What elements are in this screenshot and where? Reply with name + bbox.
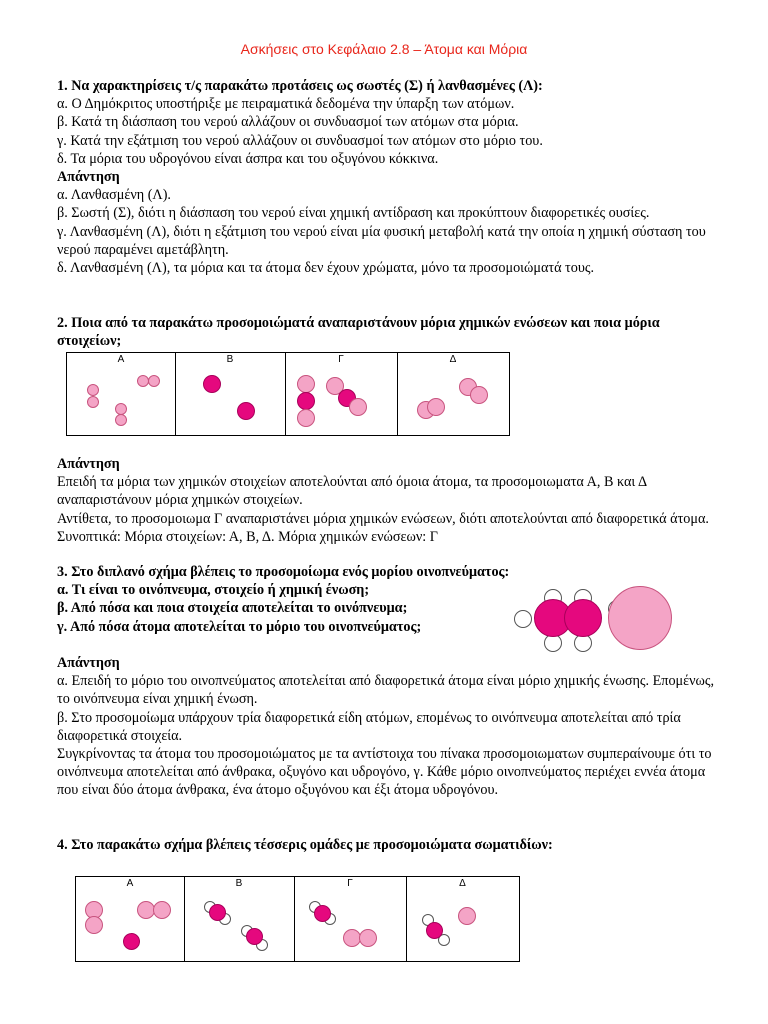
dark-atom [123, 933, 140, 950]
dark-atom [246, 928, 263, 945]
question-1-heading: 1. Να χαρακτηρίσεις τ/ς παρακάτω προτάσεις ως σωστές (Σ) ή λανθασμένες (Λ): [57, 78, 543, 94]
dark-atom [564, 599, 602, 637]
page-title: Ασκήσεις στο Κεφάλαιο 2.8 – Άτομα και Μόρια [240, 41, 528, 57]
answer-label: Απάντηση [57, 655, 120, 671]
figure-4-grid [75, 876, 520, 962]
question-3-item: α. Τι είναι το οινόπνευμα, στοιχείο ή χημική ένωση; [57, 582, 370, 599]
question-4-heading: 4. Στο παρακάτω σχήμα βλέπεις τέσσερις ομάδες με προσομοιώματα σωματιδίων: [57, 837, 553, 853]
light-atom [148, 375, 160, 387]
question-4 [57, 836, 717, 854]
cell-label: Β [226, 354, 234, 365]
light-atom [87, 384, 99, 396]
light-atom [349, 398, 367, 416]
cell-label: Δ [459, 878, 466, 889]
light-atom [85, 916, 103, 934]
light-atom [359, 929, 377, 947]
question-2 [57, 314, 717, 350]
cell-label: Γ [347, 878, 353, 889]
figure-2-grid [66, 352, 510, 436]
question-1-item: β. Κατά τη διάσπαση του νερού αλλάζουν οι συνδυασμοί των ατόμων στα μόρια. [57, 114, 519, 131]
dark-atom [209, 904, 226, 921]
figure-4-cell-c [294, 877, 407, 961]
answer-line: α. Επειδή το μόριο του οινοπνεύματος αποτελείται από διαφορετικά άτομα είναι μόριο χημικής ένωσης. Επομένως, το οινόπνευμα είναι χημική ένωση. [57, 673, 715, 708]
cell-label: Α [117, 354, 125, 365]
question-1-item: δ. Τα μόρια του υδρογόνου είναι άσπρα και του οξυγόνου κόκκινα. [57, 150, 439, 167]
light-atom [470, 386, 488, 404]
question-2-heading: 2. Ποια από τα παρακάτω προσομοιώματά αναπαριστάνουν μόρια χημικών ενώσεων και ποια μόρια στοιχείων; [57, 315, 660, 350]
answer-line: Επειδή τα μόρια των χημικών στοιχείων αποτελούνται από όμοια άτομα, τα προσομοιωματα Α, Β και Δ αναπαριστάνουν μόρια χημικών στοιχείων. [57, 474, 647, 509]
figure-2-cell-c [285, 353, 398, 435]
figure-2-cell-d [397, 353, 509, 435]
white-atom [514, 610, 532, 628]
answer-line: β. Στο προσομοίωμα υπάρχουν τρία διαφορετικά είδη ατόμων, επομένως το οινόπνευμα αποτελείται από τρία διαφορετικά στοιχεία. [57, 709, 681, 744]
answer-line: γ. Λανθασμένη (Λ), διότι η εξάτμιση του νερού είναι μία φυσική μεταβολή κατά την οποία η χημική σύσταση του νερού παραμένει αμετάβλητη. [57, 223, 706, 258]
dark-atom [297, 392, 315, 410]
dark-atom [203, 375, 221, 393]
cell-label: Γ [338, 354, 344, 365]
figure-2-cell-a [67, 353, 176, 435]
dark-atom [237, 402, 255, 420]
question-3-item: γ. Από πόσα άτομα αποτελείται το μόριο του οινοπνεύματος; [57, 618, 422, 635]
light-atom [87, 396, 99, 408]
question-2-answer [57, 455, 717, 546]
answer-line: β. Σωστή (Σ), διότι η διάσπαση του νερού είναι χημική αντίδραση και προκύπτουν διαφορετικές ουσίες. [57, 205, 650, 222]
cell-label: Α [126, 878, 134, 889]
light-atom [608, 586, 672, 650]
question-1-item: α. Ο Δημόκριτος υποστήριξε με πειραματικά δεδομένα την ύπαρξη των ατόμων. [57, 96, 515, 113]
answer-line: Αντίθετα, το προσομοιωμα Γ αναπαριστάνει μόρια χημικών ενώσεων, διότι αποτελούνται από διαφορετικά άτομα. Συνοπτικά: Μόρια στοιχείων: Α, Β, Δ. Μόρια χημικών ενώσεων: Γ [57, 510, 709, 545]
answer-label: Απάντηση [57, 456, 120, 472]
question-1 [57, 77, 717, 277]
question-1-item: γ. Κατά την εξάτμιση του νερού αλλάζουν οι συνδυασμοί των ατόμων στο μόριο του. [57, 132, 543, 149]
question-3-answer [57, 654, 717, 800]
dark-atom [426, 922, 443, 939]
figure-4-cell-a [76, 877, 185, 961]
light-atom [115, 414, 127, 426]
question-3-heading: 3. Στο διπλανό σχήμα βλέπεις το προσομοίωμα ενός μορίου οινοπνεύματος: [57, 564, 510, 580]
figure-4-cell-b [184, 877, 295, 961]
light-atom [297, 409, 315, 427]
answer-line: α. Λανθασμένη (Λ). [57, 187, 171, 204]
answer-line: Συγκρίνοντας τα άτομα του προσομοιώματος με τα αντίστοιχα του πίνακα προσομοιωματων συμπεραίνουμε ότι το οινόπνευμα αποτελείται από άνθρακα, οξυγόνο και υδρογόνο, γ. Κάθε μόριο οινοπνεύματος περιέχει εννέα άτομα που είναι δύο άτομα άνθρακα, ένα άτομο οξυγόνου και έξι άτομα υδρογόνου. [57, 746, 712, 799]
question-3-item: β. Από πόσα και ποια στοιχεία αποτελείται το οινόπνευμα; [57, 600, 408, 617]
light-atom [458, 907, 476, 925]
light-atom [427, 398, 445, 416]
figure-2-cell-b [175, 353, 286, 435]
answer-label: Απάντηση [57, 169, 120, 186]
answer-line: δ. Λανθασμένη (Λ), τα μόρια και τα άτομα δεν έχουν χρώματα, μόνο τα προσομοιώματά τους. [57, 260, 595, 277]
cell-label: Δ [449, 354, 457, 365]
light-atom [153, 901, 171, 919]
figure-4-cell-d [406, 877, 519, 961]
dark-atom [314, 905, 331, 922]
cell-label: Β [235, 878, 243, 889]
light-atom [297, 375, 315, 393]
